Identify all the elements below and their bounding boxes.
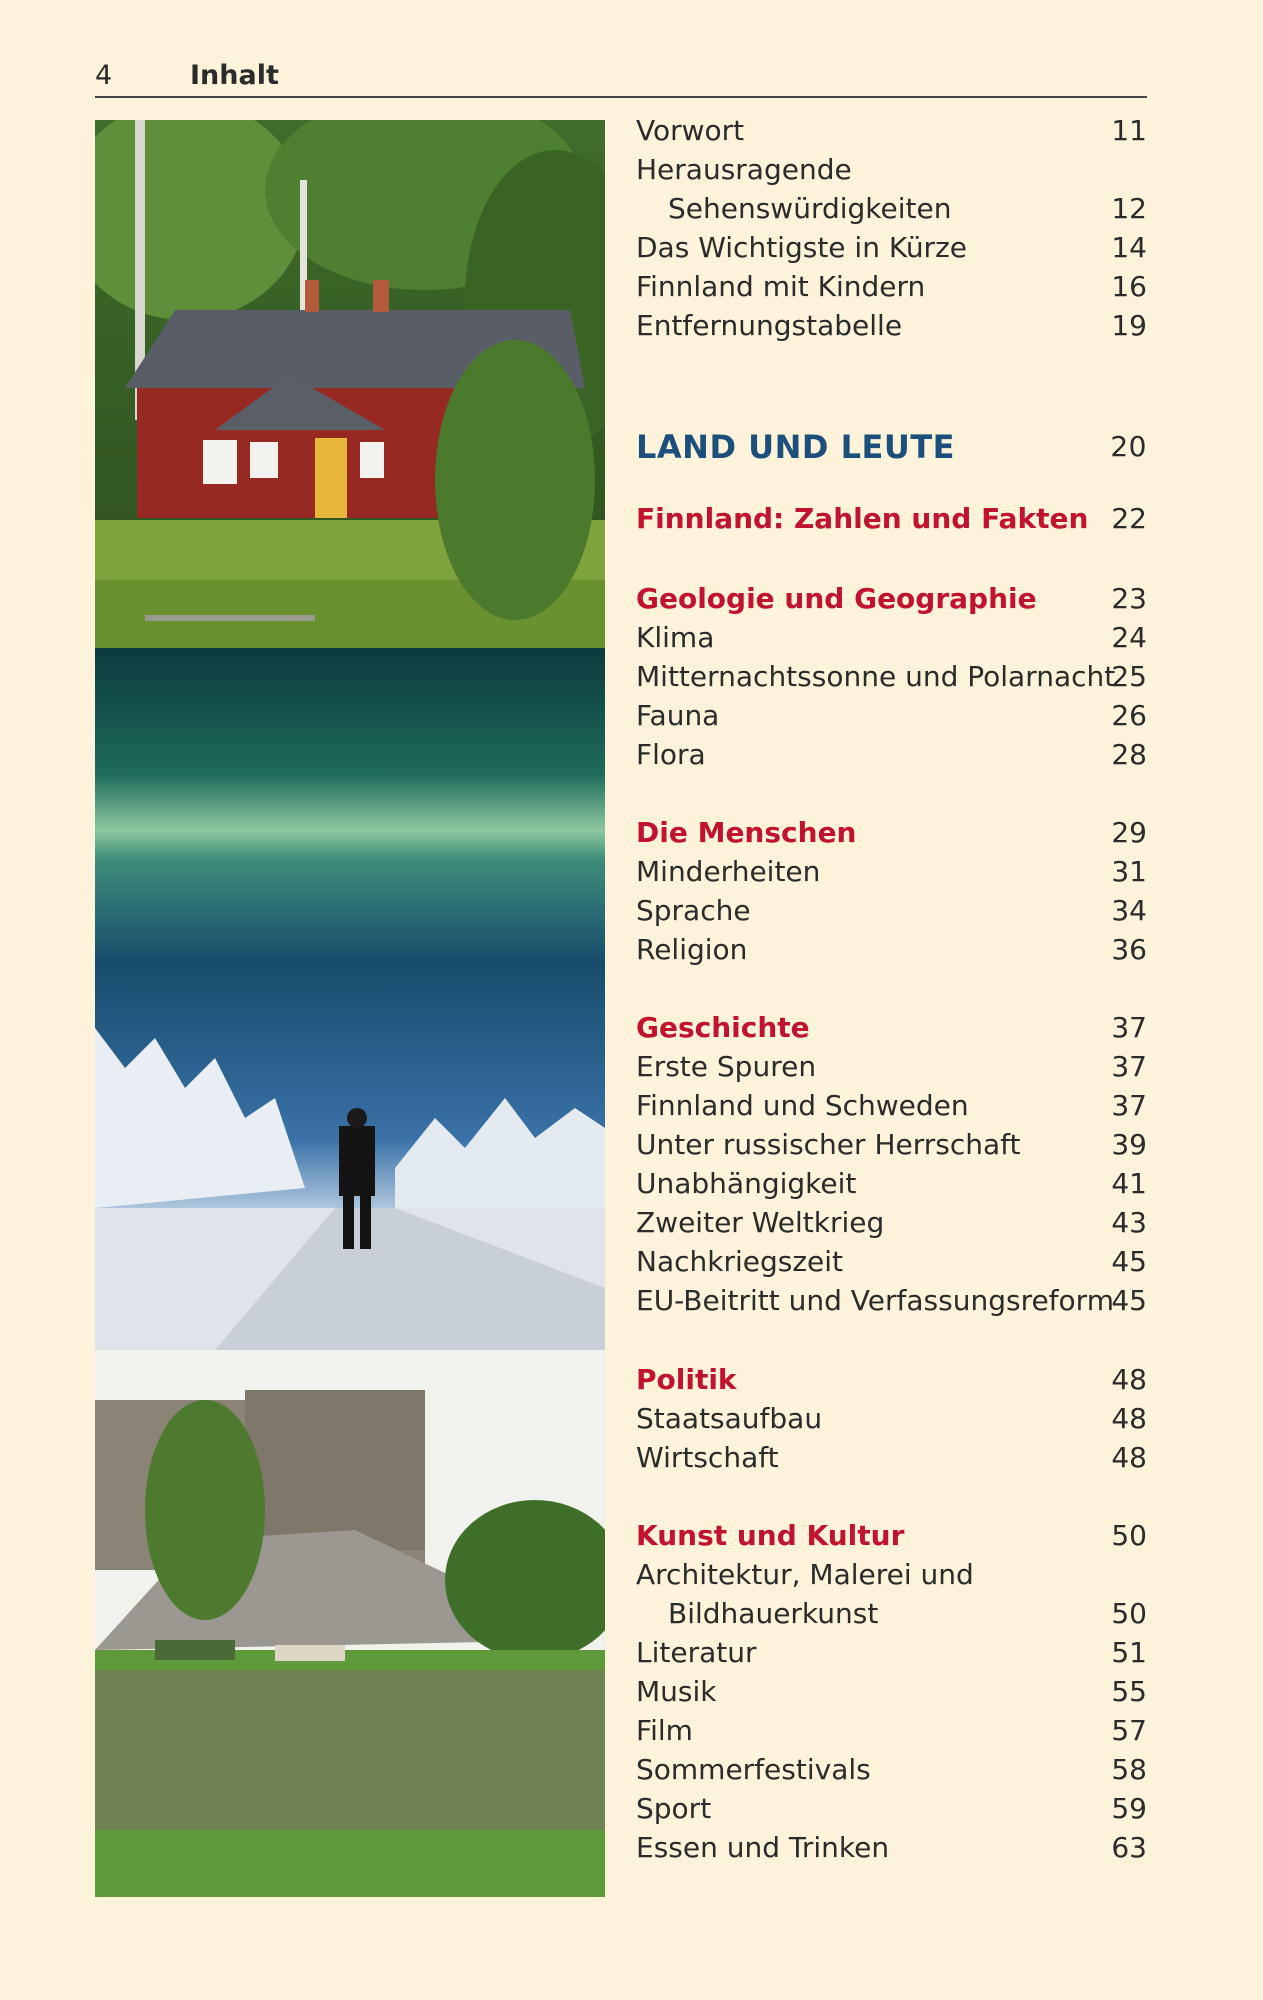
toc-entry[interactable] [636,1048,1147,1086]
toc-entry-title: Wirtschaft [636,1441,779,1474]
toc-entry-title: Literatur [636,1636,757,1669]
toc-entry-title: Religion [636,933,748,966]
toc-entry[interactable] [636,190,1147,228]
toc-entry-page: 51 [1111,1636,1147,1669]
toc-entry-page: 58 [1111,1753,1147,1786]
toc-entry-page: 29 [1111,816,1147,849]
toc-entry[interactable] [636,1556,1147,1594]
toc-entry-page: 55 [1111,1675,1147,1708]
toc-entry-page: 48 [1111,1402,1147,1435]
toc-entry[interactable] [636,1751,1147,1789]
toc-entry-title: EU-Beitritt und Verfassungsreform [636,1284,1114,1317]
toc-entry-title: Film [636,1714,693,1747]
toc-section-heading[interactable] [636,1517,1147,1555]
toc-entry-page: 48 [1111,1441,1147,1474]
toc-entry[interactable] [636,1790,1147,1828]
toc-entry-page: 19 [1111,309,1147,342]
toc-entry[interactable] [636,1712,1147,1750]
toc-entry-title: Zweiter Weltkrieg [636,1206,885,1239]
toc-section-heading[interactable] [636,814,1147,852]
toc-entry-title: Klima [636,621,715,654]
toc-entry-title: Finnland und Schweden [636,1089,969,1122]
toc-entry-page: 24 [1111,621,1147,654]
toc-entry-title: Essen und Trinken [636,1831,890,1864]
toc-entry[interactable] [636,112,1147,150]
toc-entry-page: 22 [1111,502,1147,535]
toc-entry[interactable] [636,892,1147,930]
toc-entry[interactable] [636,1126,1147,1164]
photo-castle-festival [95,1350,605,1897]
toc-entry[interactable] [636,307,1147,345]
toc-entry[interactable] [636,1400,1147,1438]
toc-entry-title: Kunst und Kultur [636,1519,905,1552]
toc-entry-title: Architektur, Malerei und [636,1558,974,1591]
toc-entry[interactable] [636,1087,1147,1125]
toc-entry-page: 63 [1111,1831,1147,1864]
toc-entry[interactable] [636,697,1147,735]
toc-section-heading[interactable] [636,1009,1147,1047]
toc-entry[interactable] [636,1634,1147,1672]
toc-entry[interactable] [636,1673,1147,1711]
toc-entry-page: 59 [1111,1792,1147,1825]
toc-entry-page: 37 [1111,1050,1147,1083]
toc-entry-title: Finnland mit Kindern [636,270,926,303]
toc-entry-page: 43 [1111,1206,1147,1239]
toc-entry-page: 26 [1111,699,1147,732]
photo-column [95,120,605,1897]
toc-entry[interactable] [636,1439,1147,1477]
toc-entry-title: Bildhauerkunst [668,1597,879,1630]
toc-entry-page: 48 [1111,1363,1147,1396]
toc-entry-page: 16 [1111,270,1147,303]
toc-entry-title: Unabhängigkeit [636,1167,857,1200]
toc-entry-title: Mitternachtssonne und Polarnacht [636,660,1116,693]
toc-entry-page: 39 [1111,1128,1147,1161]
toc-entry-title: Herausragende [636,153,852,186]
toc-entry-title: Das Wichtigste in Kürze [636,231,967,264]
photo-northern-lights [95,648,605,1350]
toc-entry[interactable] [636,1282,1147,1320]
toc-entry[interactable] [636,736,1147,774]
toc-entry-page: 36 [1111,933,1147,966]
toc-entry-title: Sehenswürdigkeiten [668,192,952,225]
toc-section-heading[interactable] [636,500,1147,538]
toc-entry-page: 41 [1111,1167,1147,1200]
section-title: Inhalt [190,60,279,91]
toc-entry-title: Staatsaufbau [636,1402,823,1435]
toc-entry-page: 31 [1111,855,1147,888]
toc-entry[interactable] [636,1204,1147,1242]
photo-red-cottage [95,120,605,648]
toc-entry-title: LAND UND LEUTE [636,428,956,466]
toc-entry[interactable] [636,229,1147,267]
toc-entry-title: Musik [636,1675,717,1708]
toc-entry[interactable] [636,151,1147,189]
toc-entry-title: Geologie und Geographie [636,582,1037,615]
toc-entry[interactable] [636,658,1147,696]
toc-entry-page: 45 [1111,1245,1147,1278]
toc-entry-page: 34 [1111,894,1147,927]
toc-section-heading[interactable] [636,1361,1147,1399]
toc-entry-title: Sommerfestivals [636,1753,871,1786]
toc-entry-page: 11 [1111,114,1147,147]
toc-entry[interactable] [636,268,1147,306]
toc-entry-title: Die Menschen [636,816,857,849]
toc-entry-title: Flora [636,738,706,771]
toc-entry-title: Finnland: Zahlen und Fakten [636,502,1089,535]
toc-entry-title: Politik [636,1363,737,1396]
toc-entry-page: 28 [1111,738,1147,771]
toc-entry-title: Minderheiten [636,855,821,888]
toc-entry-page: 14 [1111,231,1147,264]
toc-entry-page: 50 [1111,1519,1147,1552]
toc-entry[interactable] [636,853,1147,891]
toc-entry-page: 50 [1111,1597,1147,1630]
toc-section-heading[interactable] [636,580,1147,618]
toc-entry-title: Vorwort [636,114,745,147]
toc-entry-title: Sprache [636,894,751,927]
toc-chapter-heading[interactable] [636,428,1147,466]
toc-entry-page: 20 [1110,430,1147,463]
toc-entry-title: Fauna [636,699,720,732]
toc-entry[interactable] [636,1595,1147,1633]
page-number: 4 [95,60,113,91]
toc-entry-title: Nachkriegszeit [636,1245,844,1278]
toc-entry-title: Erste Spuren [636,1050,817,1083]
toc-entry[interactable] [636,1829,1147,1867]
toc-entry-title: Entfernungstabelle [636,309,903,342]
toc-entry-title: Geschichte [636,1011,810,1044]
toc-entry-title: Unter russischer Herrschaft [636,1128,1021,1161]
toc-entry-page: 57 [1111,1714,1147,1747]
toc-entry[interactable] [636,619,1147,657]
toc-entry-page: 25 [1111,660,1147,693]
toc-entry[interactable] [636,1165,1147,1203]
toc-entry[interactable] [636,1243,1147,1281]
page-header [95,60,1147,98]
toc-entry-page: 45 [1111,1284,1147,1317]
toc-entry-page: 37 [1111,1089,1147,1122]
toc-entry[interactable] [636,931,1147,969]
toc-entry-page: 23 [1111,582,1147,615]
toc-entry-page: 37 [1111,1011,1147,1044]
toc-entry-page: 12 [1111,192,1147,225]
toc-entry-title: Sport [636,1792,712,1825]
